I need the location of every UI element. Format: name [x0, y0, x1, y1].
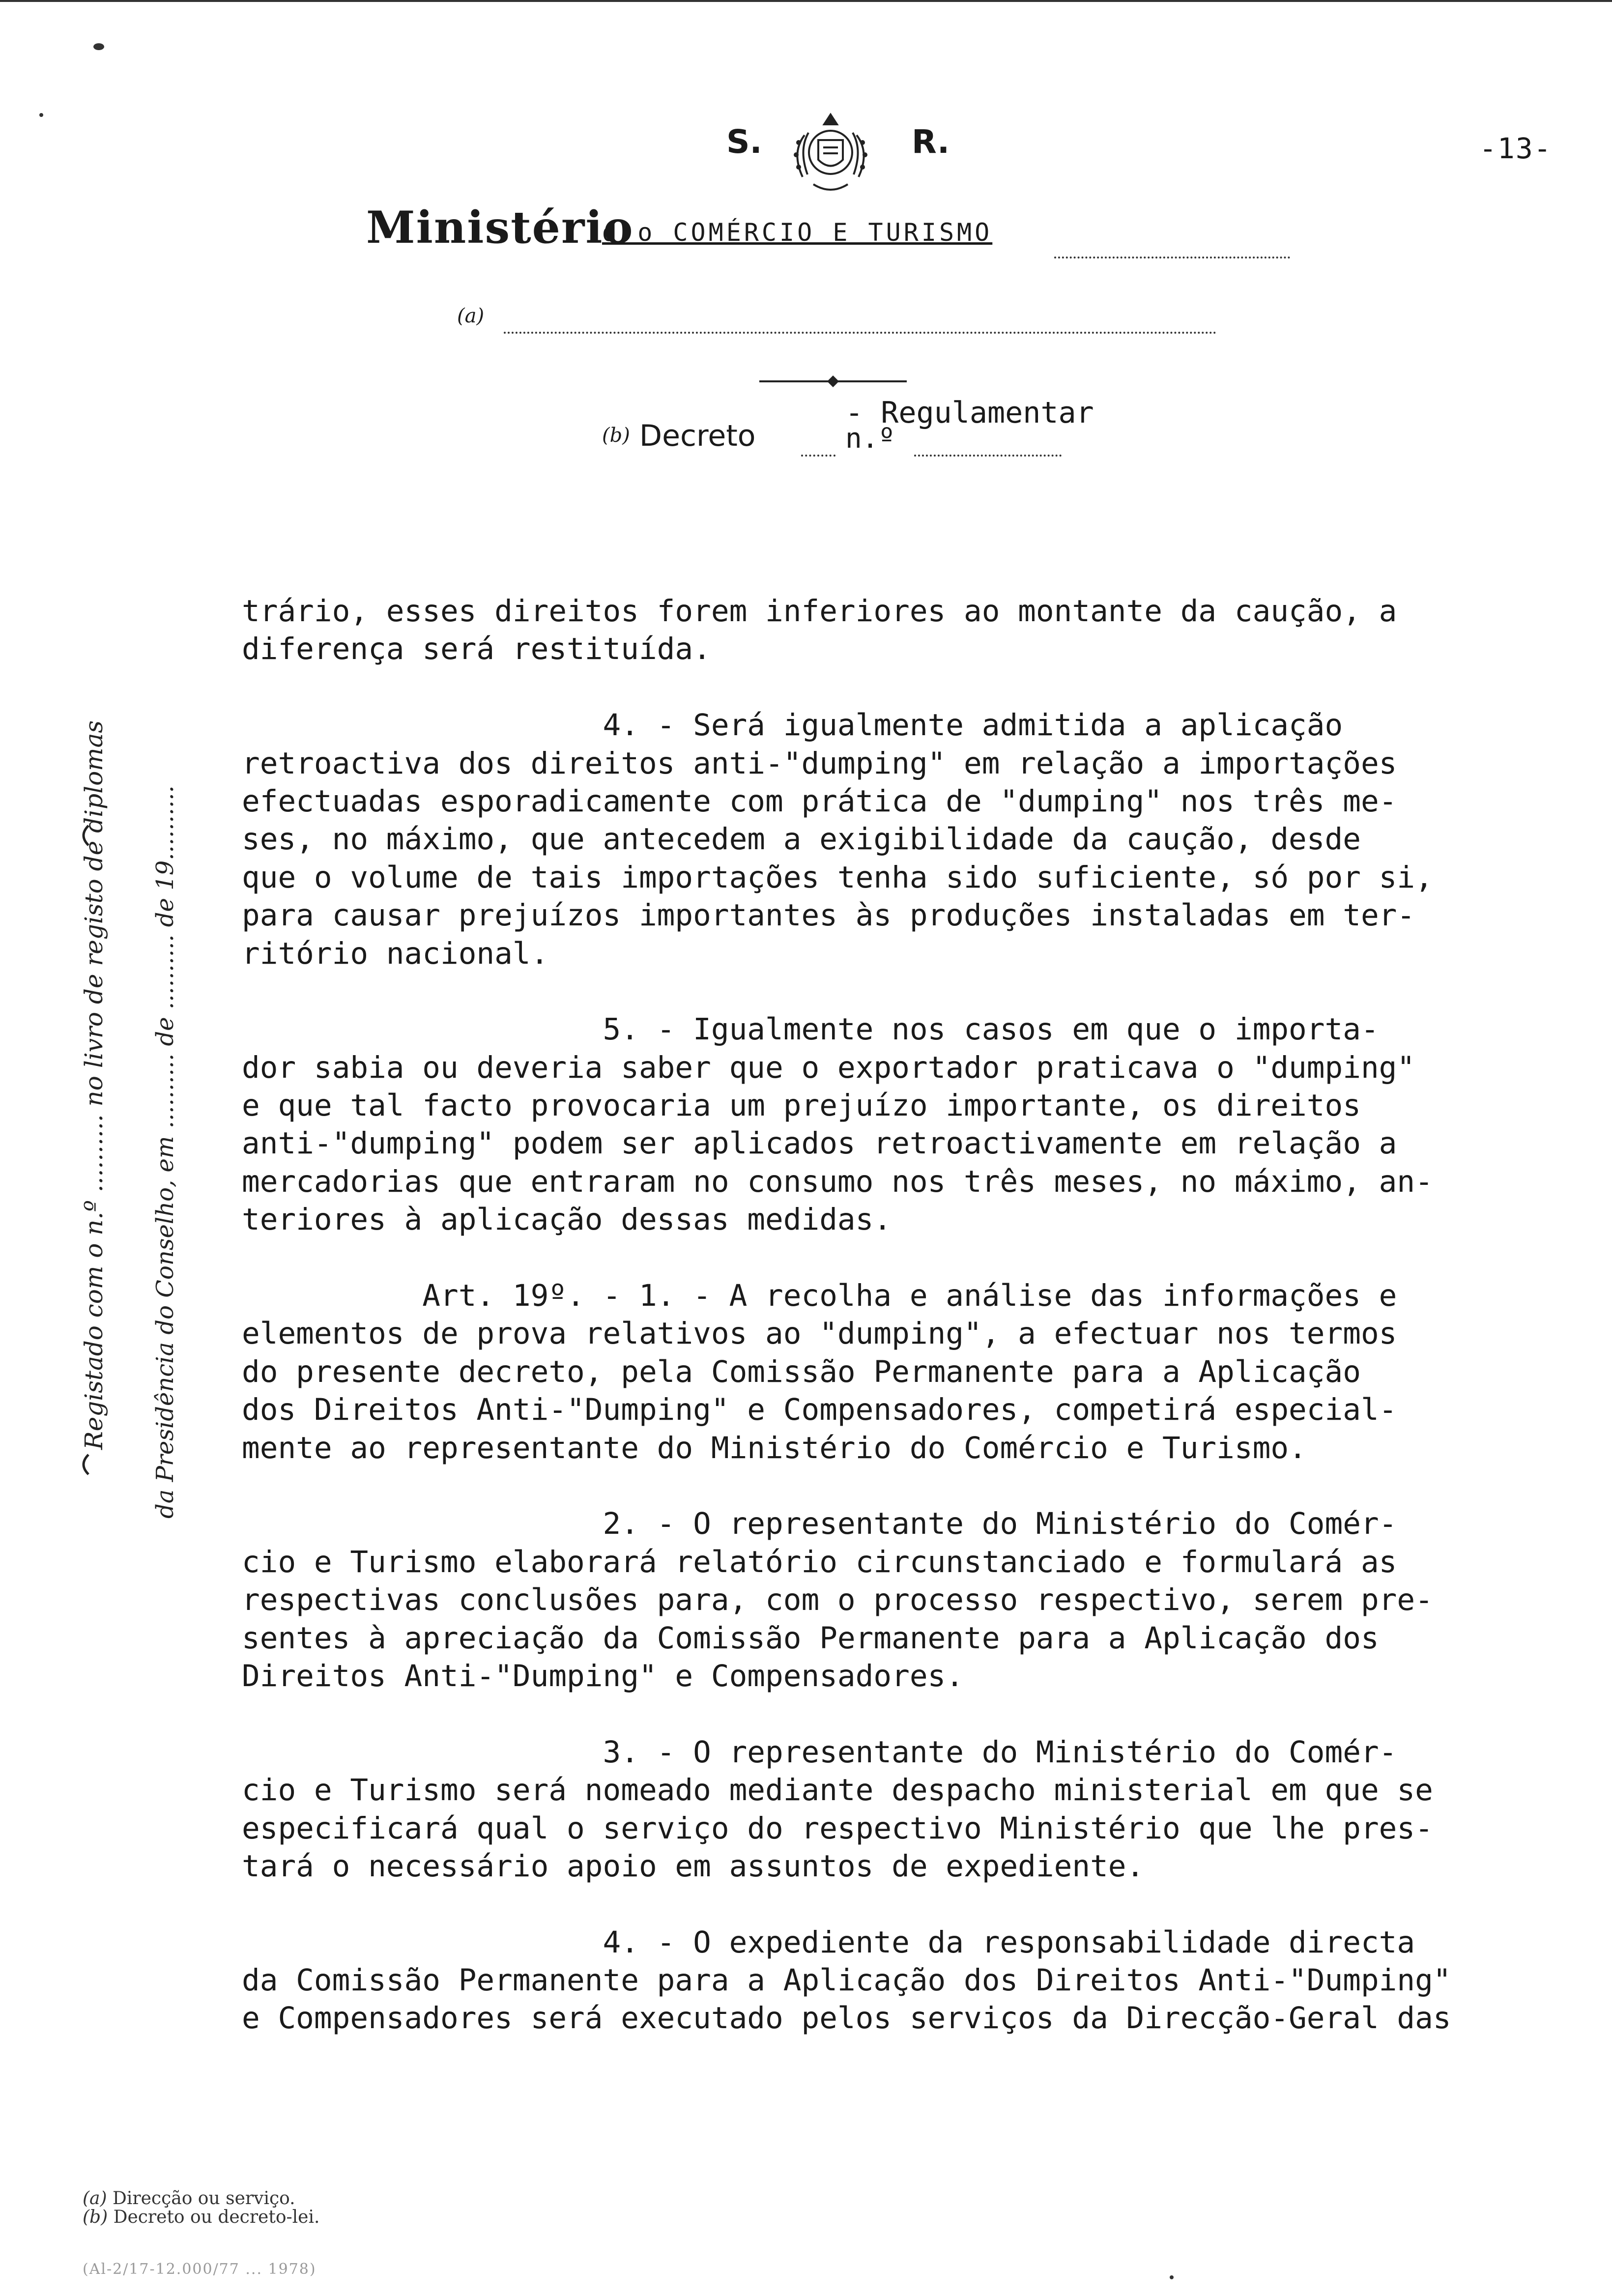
body-line: 4. - Será igualmente admitida a aplicação: [242, 708, 1343, 743]
coat-of-arms-icon: [769, 106, 892, 199]
r-letter: R.: [912, 123, 950, 161]
body-line: sentes à apreciação da Comissão Permanente para a Aplicação dos: [242, 1620, 1379, 1656]
registry-text-2: da Presidência do Conselho, em .......... de .......... de 19..........: [151, 785, 179, 1519]
body-line: trário, esses direitos forem inferiores ao montante da caução, a: [242, 594, 1397, 629]
body-line: mercadorias que entraram no consumo nos três meses, no máximo, an-: [242, 1164, 1433, 1199]
body-line: [242, 1695, 1569, 1733]
footnote-a: [83, 2189, 319, 2208]
registry-sidebar-line-2: [143, 624, 182, 1523]
ministry-heading: [366, 201, 1295, 270]
body-line: tará o necessário apoio em assuntos de expediente.: [242, 1848, 1145, 1884]
body-line: elementos de prova relativos ao "dumping", a efectuar nos termos: [242, 1316, 1397, 1351]
footnote-a-text: Direcção ou serviço.: [113, 2188, 295, 2209]
body-line: que o volume de tais importações tenha sido suficiente, só por si,: [242, 860, 1433, 895]
body-line: [242, 1885, 1569, 1923]
top-border-rule: [0, 0, 1612, 2]
footnotes: [83, 2189, 319, 2227]
body-line: dor sabia ou deveria saber que o exportador praticava o "dumping": [242, 1050, 1415, 1085]
decree-type-label: - Regulamentar: [845, 396, 1094, 430]
body-line: dos Direitos Anti-"Dumping" e Compensadores, competirá especial-: [242, 1392, 1397, 1428]
body-line: mente ao representante do Ministério do Comércio e Turismo.: [242, 1430, 1307, 1465]
body-line: diferença será restituída.: [242, 631, 711, 667]
body-line: para causar prejuízos importantes às produções instaladas em ter-: [242, 898, 1415, 933]
body-line: [242, 1239, 1569, 1277]
body-line: 4. - O expediente da responsabilidade directa: [242, 1924, 1415, 1960]
body-line: ses, no máximo, que antecedem a exigibilidade da caução, desde: [242, 822, 1361, 857]
body-line: retroactiva dos direitos anti-"dumping" em relação a importações: [242, 746, 1397, 781]
body-line: cio e Turismo será nomeado mediante despacho ministerial em que se: [242, 1773, 1433, 1808]
ministry-dotted-line: [1054, 257, 1290, 258]
body-line: efectuadas esporadicamente com prática de "dumping" nos três me-: [242, 783, 1397, 819]
footnote-b: [83, 2208, 319, 2227]
footnote-b-label: (b): [83, 2207, 108, 2227]
decree-dotted-line-1: [801, 455, 835, 457]
scan-speck: [39, 113, 43, 117]
document-body: [242, 592, 1569, 2038]
label-a: (a): [457, 305, 485, 327]
decree-label-b: (b): [602, 424, 630, 447]
page-number: -13-: [1479, 132, 1552, 165]
footnote-b-text: Decreto ou decreto-lei.: [113, 2207, 320, 2227]
s-letter: S.: [726, 123, 762, 161]
body-line: [242, 668, 1569, 706]
body-line: respectivas conclusões para, com o processo respectivo, serem pre-: [242, 1582, 1433, 1618]
body-line: anti-"dumping" podem ser aplicados retroactivamente em relação a: [242, 1126, 1397, 1161]
scan-speck: [1170, 2275, 1174, 2279]
body-line: 2. - O representante do Ministério do Comér-: [242, 1506, 1397, 1542]
ministry-name: d o COMÉRCIO E TURISMO: [602, 218, 993, 247]
body-line: especificará qual o serviço do respectivo Ministério que lhe pres-: [242, 1810, 1433, 1846]
registry-text-1: Registado com o n.º .......... no livro de registo de diplomas: [80, 720, 108, 1450]
body-line: [242, 1467, 1569, 1505]
decree-label-text: Decreto: [639, 419, 756, 453]
body-line: 3. - O representante do Ministério do Comér-: [242, 1734, 1397, 1770]
body-line: do presente decreto, pela Comissão Permanente para a Aplicação: [242, 1354, 1361, 1389]
body-line: e que tal facto provocaria um prejuízo importante, os direitos: [242, 1088, 1361, 1123]
footnote-a-label: (a): [83, 2188, 107, 2209]
body-line: [242, 973, 1569, 1010]
ministry-word: Ministério: [366, 201, 634, 254]
ornament-divider-icon: [759, 372, 907, 391]
body-line: cio e Turismo elaborará relatório circunstanciado e formulará as: [242, 1544, 1397, 1579]
body-line: da Comissão Permanente para a Aplicação dos Direitos Anti-"Dumping": [242, 1963, 1451, 1998]
body-line: Art. 19º. - 1. - A recolha e análise das informações e: [242, 1278, 1397, 1314]
decree-number-dotted-line: [914, 455, 1062, 457]
body-line: teriores à aplicação dessas medidas.: [242, 1202, 892, 1237]
decree-number-label: n.º: [845, 423, 895, 455]
service-dotted-line: [504, 332, 1216, 334]
scan-speck: [93, 43, 104, 50]
body-line: e Compensadores será executado pelos serviços da Direcção-Geral das: [242, 2001, 1451, 2036]
body-line: 5. - Igualmente nos casos em que o importa-: [242, 1012, 1379, 1047]
registry-sidebar-line-1: [69, 575, 108, 1494]
body-line: ritório nacional.: [242, 936, 549, 971]
body-line: Direitos Anti-"Dumping" e Compensadores.: [242, 1658, 964, 1693]
decree-label: [602, 419, 756, 453]
printer-imprint: (Al-2/17-12.000/77 ... 1978): [83, 2261, 317, 2278]
